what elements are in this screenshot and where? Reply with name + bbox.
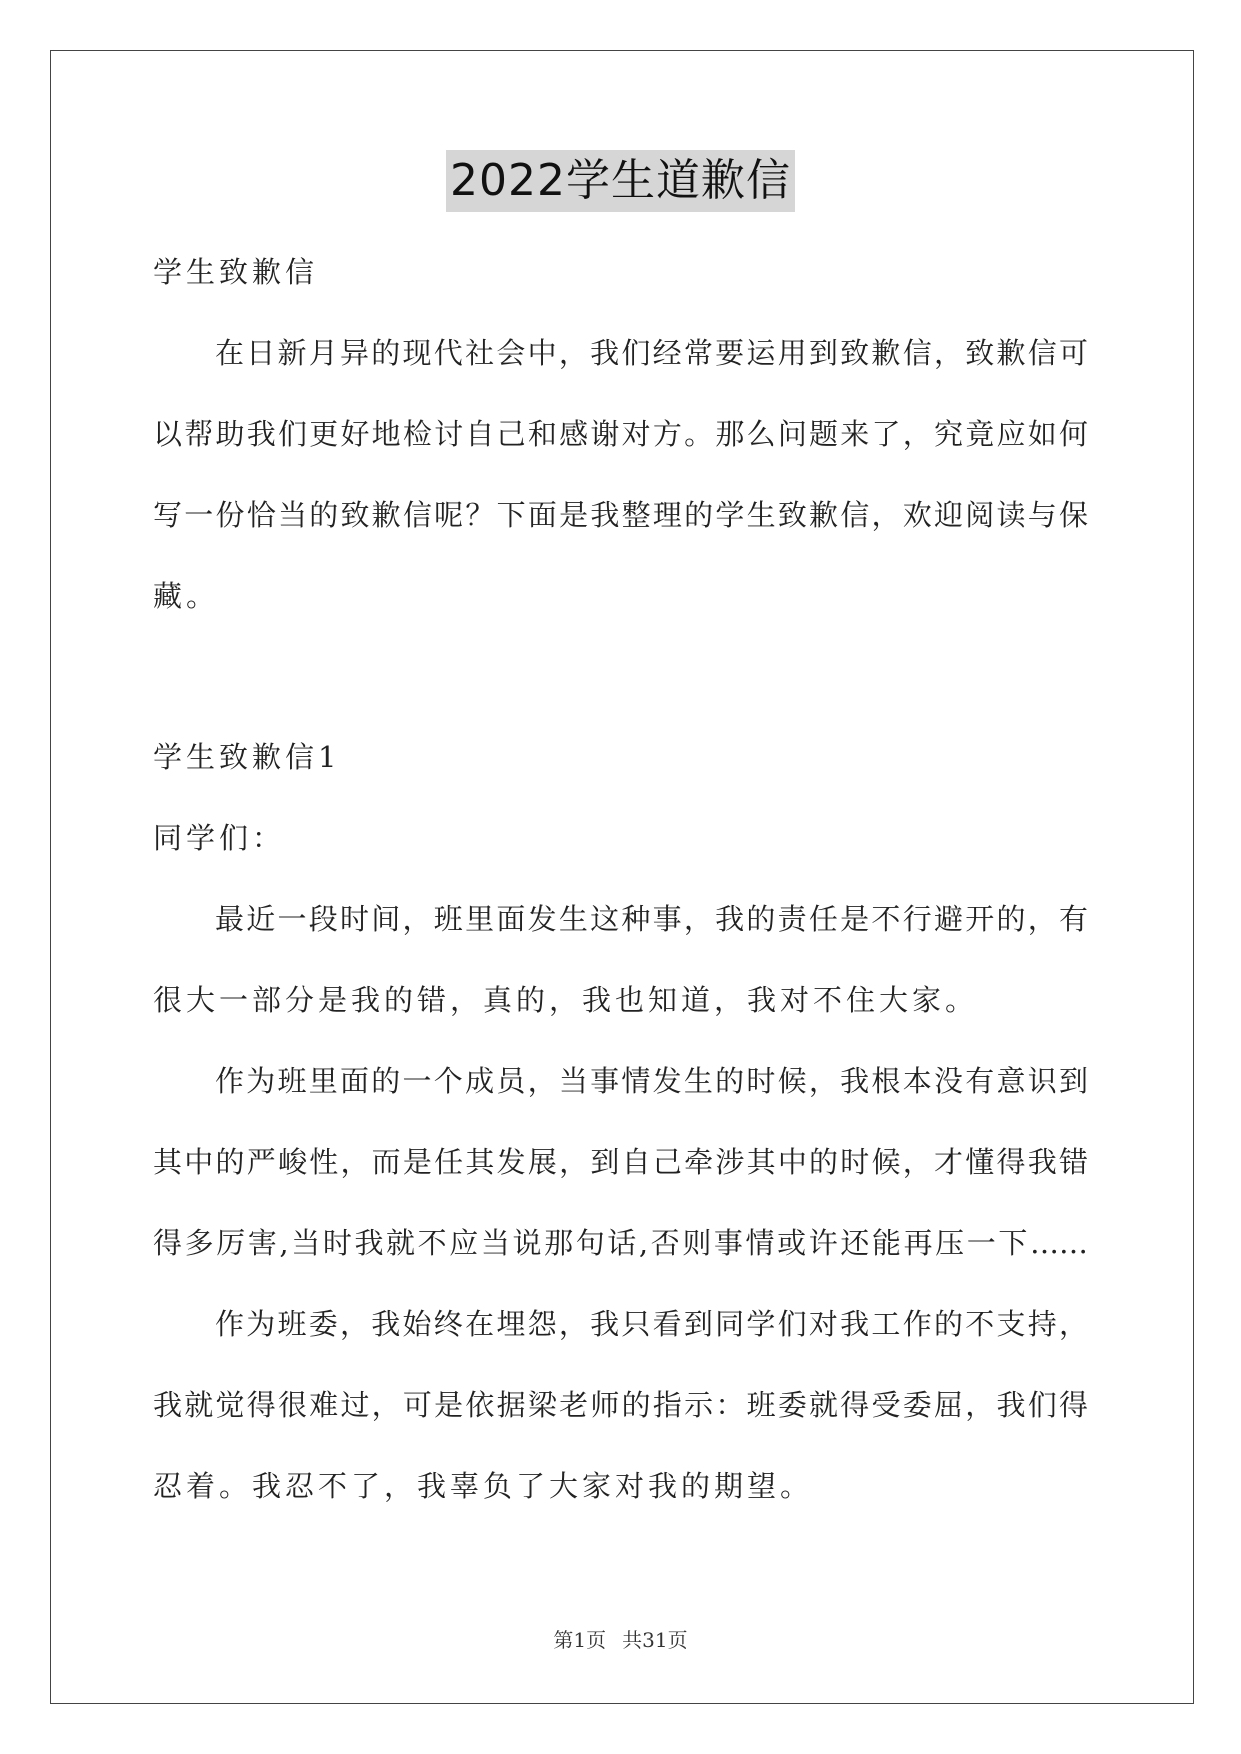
page-total: 共31页: [622, 1628, 688, 1652]
paragraph-line: 以帮助我们更好地检讨自己和感谢对方。那么问题来了，究竟应如何: [153, 417, 1088, 451]
paragraph-line: 其中的严峻性，而是任其发展，到自己牵涉其中的时候，才懂得我错: [153, 1145, 1088, 1179]
paragraph-line: 我就觉得很难过，可是依据梁老师的指示：班委就得受委屈，我们得: [153, 1388, 1088, 1422]
page-number: 第1页: [553, 1628, 607, 1652]
title-container: [0, 150, 1241, 212]
document-body: [153, 232, 1088, 1527]
paragraph-line: 作为班委，我始终在埋怨，我只看到同学们对我工作的不支持，: [215, 1307, 1088, 1341]
paragraph-line: 忍着。我忍不了，我辜负了大家对我的期望。: [153, 1469, 814, 1503]
paragraph-line: 作为班里面的一个成员，当事情发生的时候，我根本没有意识到: [215, 1064, 1088, 1098]
document-title: 2022学生道歉信: [446, 150, 795, 212]
section-heading: 学生致歉信: [153, 255, 319, 289]
paragraph-line: 得多厉害,当时我就不应当说那句话,否则事情或许还能再压一下……: [153, 1226, 1088, 1260]
paragraph-line: 在日新月异的现代社会中，我们经常要运用到致歉信，致歉信可: [215, 336, 1088, 370]
paragraph-line: 写一份恰当的致歉信呢？下面是我整理的学生致歉信，欢迎阅读与保: [153, 498, 1088, 532]
paragraph-line: 很大一部分是我的错，真的，我也知道，我对不住大家。: [153, 983, 979, 1017]
letter-heading: 学生致歉信1: [153, 740, 341, 774]
paragraph-line: 最近一段时间，班里面发生这种事，我的责任是不行避开的，有: [215, 902, 1088, 936]
salutation: 同学们：: [153, 821, 286, 855]
section-gap: [153, 637, 1088, 717]
paragraph-line: 藏。: [153, 579, 220, 613]
page-footer: [0, 1624, 1241, 1653]
